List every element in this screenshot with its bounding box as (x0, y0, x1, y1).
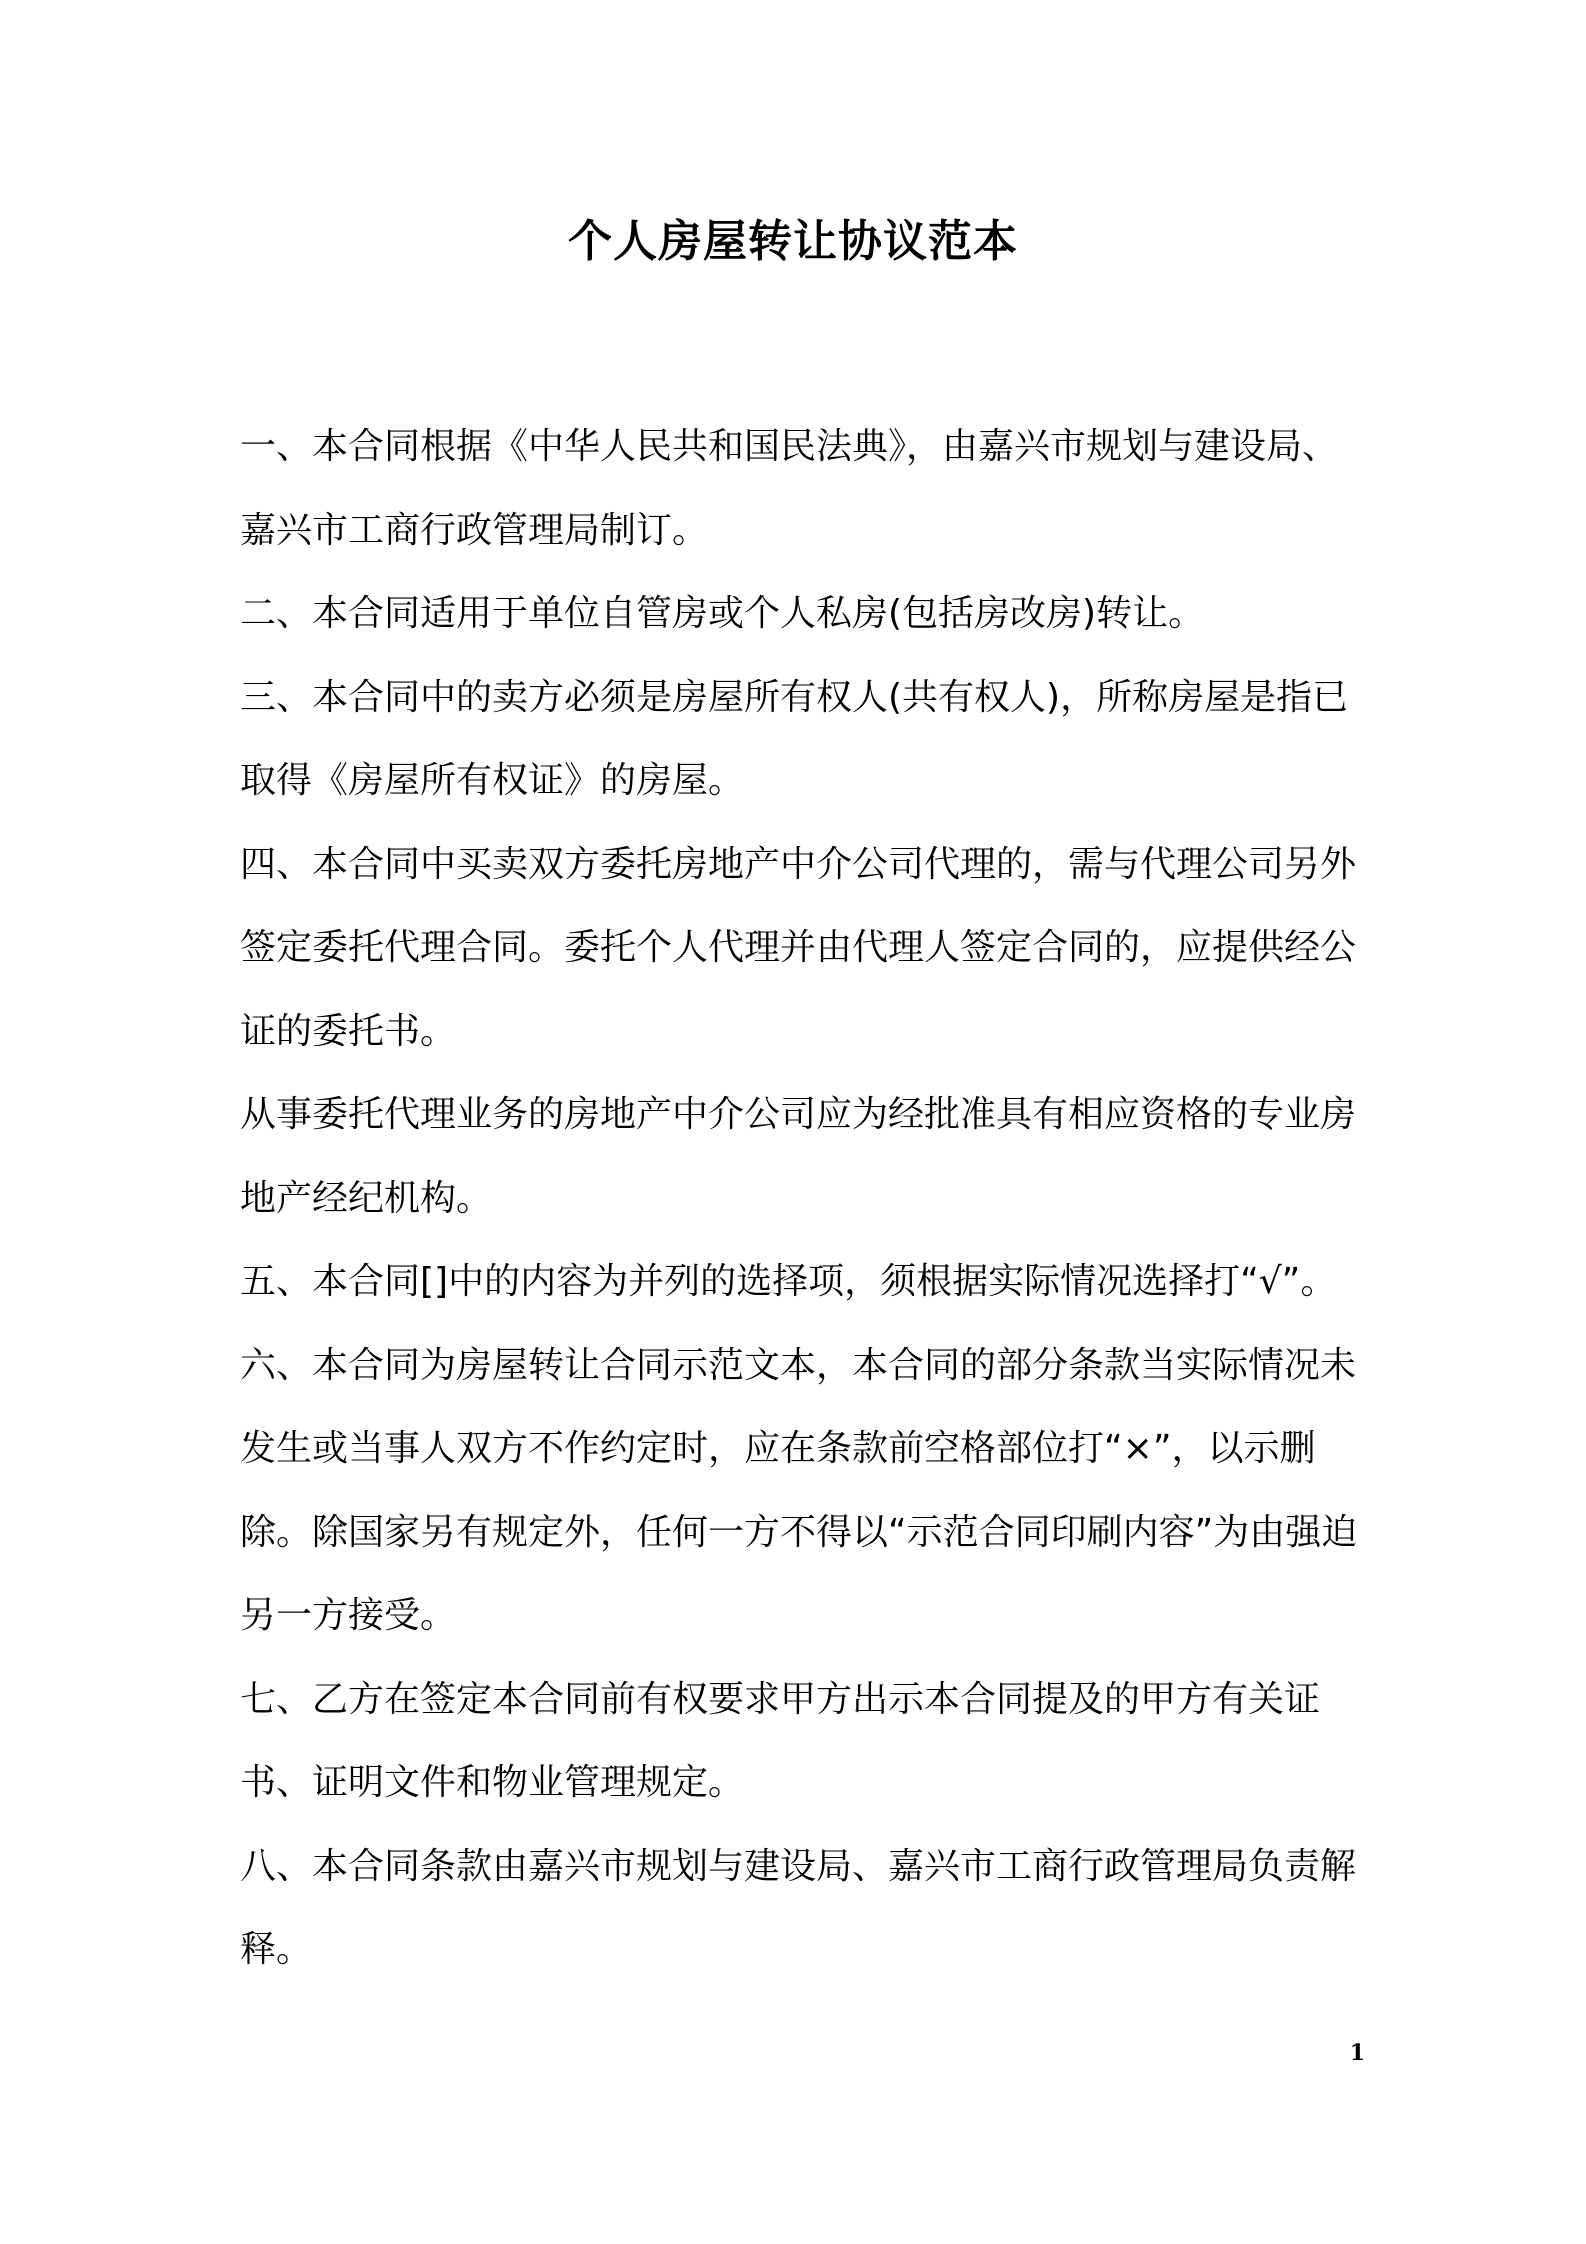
document-body (240, 405, 1360, 1992)
page-number: 1 (1349, 2040, 1365, 2066)
paragraph-6: 六、本合同为房屋转让合同示范文本，本合同的部分条款当实际情况未发生或当事人双方不作约定时，应在条款前空格部位打“×”，以示删除。除国家另有规定外，任何一方不得以“示范合同印刷内容”为由强迫另一方接受。 (240, 1344, 1358, 1636)
paragraph-1: 一、本合同根据《中华人民共和国民法典》，由嘉兴市规划与建设局、嘉兴市工商行政管理局制订。 (240, 426, 1339, 551)
paragraph-7: 七、乙方在签定本合同前有权要求甲方出示本合同提及的甲方有关证书、证明文件和物业管理规定。 (240, 1678, 1321, 1803)
paragraph-4-continued: 从事委托代理业务的房地产中介公司应为经批准具有相应资格的专业房地产经纪机构。 (240, 1094, 1357, 1219)
paragraph-3: 三、本合同中的卖方必须是房屋所有权人(共有权人)，所称房屋是指已取得《房屋所有权证》的房屋。 (240, 676, 1349, 801)
document-title: 个人房屋转让协议范本 (568, 216, 1018, 267)
paragraph-8: 八、本合同条款由嘉兴市规划与建设局、嘉兴市工商行政管理局负责解释。 (240, 1845, 1357, 1970)
paragraph-4: 四、本合同中买卖双方委托房地产中介公司代理的，需与代理公司另外签定委托代理合同。委托个人代理并由代理人签定合同的，应提供经公证的委托书。 (240, 843, 1357, 1052)
paragraph-5: 五、本合同[]中的内容为并列的选择项，须根据实际情况选择打“√”。 (240, 1261, 1337, 1302)
paragraph-2: 二、本合同适用于单位自管房或个人私房(包括房改房)转让。 (240, 593, 1205, 634)
